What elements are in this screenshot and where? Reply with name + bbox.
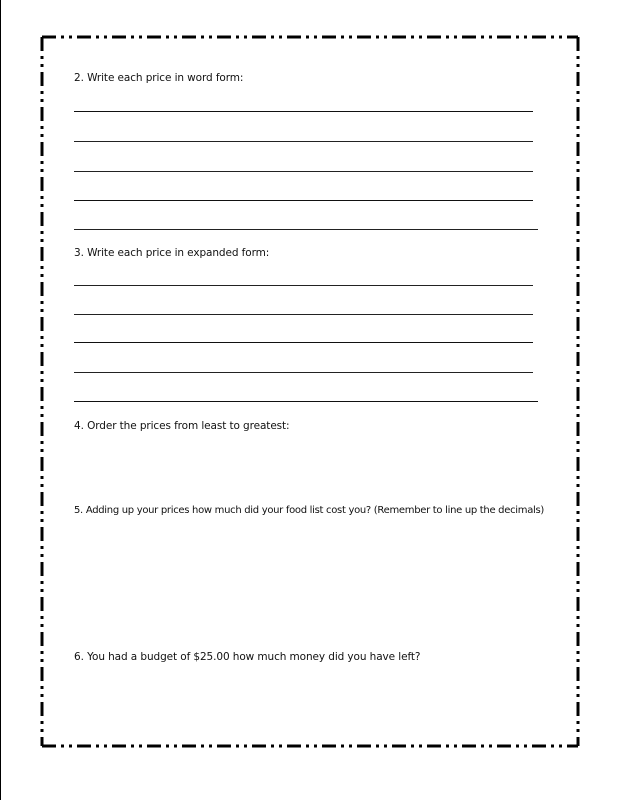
question-text: You had a budget of $25.00 how much money did you have left? — [87, 651, 421, 663]
question-number: 2. — [74, 72, 84, 84]
answer-line[interactable] — [74, 200, 533, 201]
question-number: 4. — [74, 420, 84, 432]
answer-line[interactable] — [74, 285, 533, 286]
question-number: 5. — [74, 505, 83, 516]
question-4 — [74, 420, 290, 432]
answer-line[interactable] — [74, 229, 538, 230]
question-6 — [74, 651, 420, 663]
answer-line[interactable] — [74, 372, 533, 373]
answer-line[interactable] — [74, 342, 533, 343]
question-3 — [74, 247, 269, 259]
answer-line[interactable] — [74, 111, 533, 112]
question-text: Order the prices from least to greatest: — [87, 420, 290, 432]
answer-line[interactable] — [74, 141, 533, 142]
question-number: 6. — [74, 651, 84, 663]
question-text: Write each price in expanded form: — [87, 247, 270, 259]
question-text: Adding up your prices how much did your food list cost you? (Remember to line up the decimals) — [85, 505, 545, 516]
question-number: 3. — [74, 247, 84, 259]
question-text: Write each price in word form: — [87, 72, 244, 84]
answer-line[interactable] — [74, 171, 533, 172]
question-2 — [74, 72, 243, 84]
answer-line[interactable] — [74, 314, 533, 315]
answer-line[interactable] — [74, 401, 538, 402]
question-5 — [74, 505, 544, 516]
page-left-edge — [0, 0, 1, 800]
